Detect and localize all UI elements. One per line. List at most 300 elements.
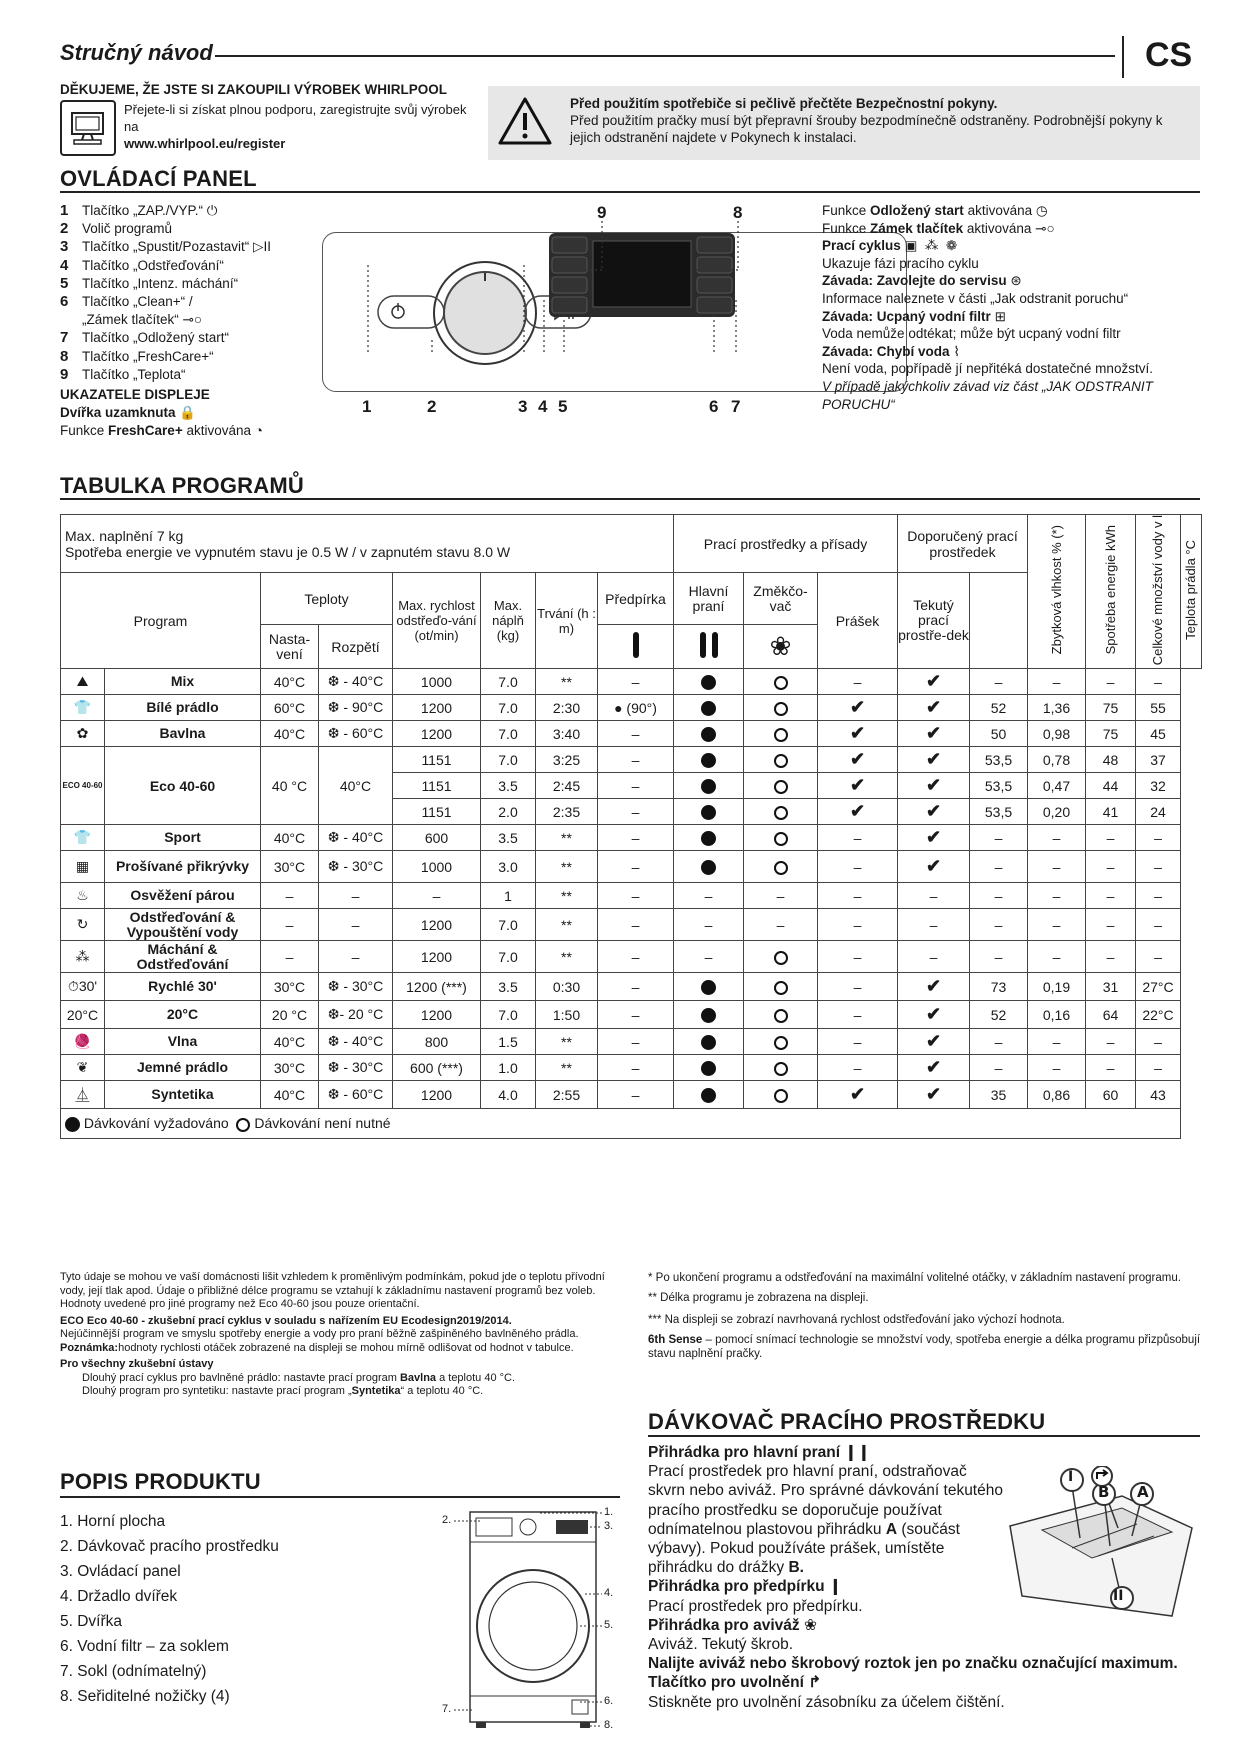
title-divider bbox=[1122, 36, 1124, 78]
service-fault-indicator: Závada: Zavolejte do servisu ⊛ bbox=[822, 273, 1022, 289]
program-icon: 👕 bbox=[61, 695, 105, 721]
optional-ring-icon bbox=[774, 832, 788, 846]
water: – bbox=[1086, 825, 1136, 851]
footnote-3: *** Na displeji se zobrazí navrhovaná rychlost odstřeďování jako výchozí hodnota. bbox=[648, 1314, 1065, 1326]
header-energy: Spotřeba energie kWh bbox=[1086, 515, 1136, 669]
max-load: 4.0 bbox=[481, 1081, 536, 1109]
required-dot-icon bbox=[701, 1008, 716, 1023]
program-name: Odstřeďování & Vypouštění vody bbox=[105, 909, 261, 941]
header-main: Hlavní praní bbox=[674, 573, 744, 625]
program-icon: ✿ bbox=[61, 721, 105, 747]
prewash: – bbox=[598, 1055, 674, 1081]
footnote-1: * Po ukončení programu a odstřeďování na maximální volitelné otáčky, v základním nastavení programu. bbox=[648, 1272, 1181, 1284]
max-load: 3.5 bbox=[481, 773, 536, 799]
liquid bbox=[898, 695, 970, 721]
powder: – bbox=[818, 941, 898, 973]
optional-ring-icon bbox=[774, 702, 788, 716]
max-load: 3.0 bbox=[481, 851, 536, 883]
release-text: Stiskněte pro uvolnění zásobníku za účelem čištění. bbox=[648, 1693, 1005, 1711]
duration: ** bbox=[536, 883, 598, 909]
softener bbox=[744, 799, 818, 825]
laundry-temp: 37 bbox=[1136, 747, 1181, 773]
list-item: 3 Tlačítko „Spustit/Pozastavit“ ▷II bbox=[60, 238, 271, 256]
program-name: Syntetika bbox=[105, 1081, 261, 1109]
main-wash bbox=[674, 1029, 744, 1055]
spin-speed: 1151 bbox=[393, 773, 481, 799]
laundry-temp: – bbox=[1136, 669, 1181, 695]
required-dot-icon bbox=[701, 727, 716, 742]
document-title: Stručný návod bbox=[60, 40, 213, 65]
temp-range: ❆ - 60°C bbox=[319, 1081, 393, 1109]
liquid bbox=[898, 799, 970, 825]
section-rule bbox=[60, 498, 1200, 500]
optional-ring-icon bbox=[774, 806, 788, 820]
header-speed: Max. rychlost odstřeďo-vání (ot/min) bbox=[393, 573, 481, 669]
warning-text bbox=[570, 95, 1190, 146]
main-wash bbox=[674, 973, 744, 1001]
laundry-temp: – bbox=[1136, 851, 1181, 883]
duration: 2:35 bbox=[536, 799, 598, 825]
main-wash-icon bbox=[674, 625, 744, 669]
water: – bbox=[1086, 1055, 1136, 1081]
laundry-temp: 55 bbox=[1136, 695, 1181, 721]
duration: ** bbox=[536, 851, 598, 883]
temp-set: 40°C bbox=[261, 721, 319, 747]
temp-set: 40°C bbox=[261, 825, 319, 851]
temp-set: 30°C bbox=[261, 1055, 319, 1081]
temp-set: 60°C bbox=[261, 695, 319, 721]
program-icon: ⏅ bbox=[61, 1081, 105, 1109]
duration: 3:25 bbox=[536, 747, 598, 773]
header-water: Celkové množství vody v l bbox=[1136, 515, 1181, 669]
monitor-icon bbox=[60, 100, 116, 156]
list-item: 1. Horní plocha bbox=[60, 1513, 166, 1530]
moisture: 53,5 bbox=[970, 799, 1028, 825]
energy: – bbox=[1028, 941, 1086, 973]
softener bbox=[744, 1001, 818, 1029]
softener bbox=[744, 695, 818, 721]
table-row bbox=[61, 1029, 1202, 1055]
prewash: – bbox=[598, 941, 674, 973]
water: – bbox=[1086, 1029, 1136, 1055]
optional-ring-icon bbox=[774, 861, 788, 875]
powder: – bbox=[818, 825, 898, 851]
warning-icon bbox=[497, 96, 553, 150]
diagram-label-6: 6. bbox=[604, 1695, 614, 1707]
key-lock-indicator: Funkce Zámek tlačítek aktivována ⊸○ bbox=[822, 220, 1055, 236]
header-powder: Prášek bbox=[818, 573, 898, 669]
check-icon: ✔ bbox=[925, 1004, 942, 1025]
program-icon: 20°C bbox=[61, 1001, 105, 1029]
list-item: 2. Dávkovač pracího prostředku bbox=[60, 1538, 279, 1555]
moisture: – bbox=[970, 1055, 1028, 1081]
fig-label-A: A bbox=[1137, 1483, 1149, 1501]
duration: 0:30 bbox=[536, 973, 598, 1001]
release-button-label: Tlačítko pro uvolnění ↱ bbox=[648, 1674, 822, 1692]
optional-ring-icon bbox=[774, 754, 788, 768]
required-dot-icon bbox=[701, 1061, 716, 1076]
laundry-temp: – bbox=[1136, 1029, 1181, 1055]
duration: ** bbox=[536, 1029, 598, 1055]
temp-range: ❆ - 30°C bbox=[319, 973, 393, 1001]
delay-start-icon: ◷ bbox=[1035, 203, 1048, 218]
powder: – bbox=[818, 909, 898, 941]
required-dot-icon bbox=[701, 980, 716, 995]
max-load: 7.0 bbox=[481, 909, 536, 941]
header-moisture: Zbytková vlhkost % (*) bbox=[1028, 515, 1086, 669]
prewash: – bbox=[598, 909, 674, 941]
list-item: 4 Tlačítko „Odstřeďování“ bbox=[60, 256, 224, 274]
control-panel-list bbox=[60, 202, 271, 441]
key-lock-icon: ⊸○ bbox=[1035, 220, 1055, 236]
program-icon: ❦ bbox=[61, 1055, 105, 1081]
check-icon: ✔ bbox=[925, 801, 942, 822]
filter-fault-text: Voda nemůže odtékat; může být ucpaný vodní filtr bbox=[822, 326, 1121, 342]
spin-speed: 1200 bbox=[393, 721, 481, 747]
required-dot-icon bbox=[701, 675, 716, 690]
optional-ring-icon bbox=[774, 1036, 788, 1050]
diagram-label-3: 3. bbox=[604, 1520, 614, 1532]
energy: – bbox=[1028, 1029, 1086, 1055]
footnotes-right bbox=[648, 1271, 1208, 1361]
max-load: 7.0 bbox=[481, 1001, 536, 1029]
laundry-temp: 22°C bbox=[1136, 1001, 1181, 1029]
softener bbox=[744, 825, 818, 851]
program-name: Eco 40-60 bbox=[105, 747, 261, 825]
table-row bbox=[61, 973, 1202, 1001]
powder: – bbox=[818, 1001, 898, 1029]
laundry-temp: 24 bbox=[1136, 799, 1181, 825]
callout-7: 7 bbox=[731, 397, 741, 416]
program-icon: ↻ bbox=[61, 909, 105, 941]
laundry-temp: – bbox=[1136, 883, 1181, 909]
optional-ring-icon bbox=[774, 676, 788, 690]
prewash: – bbox=[598, 799, 674, 825]
temp-set: – bbox=[261, 909, 319, 941]
check-icon: ✔ bbox=[925, 697, 942, 718]
water: 75 bbox=[1086, 695, 1136, 721]
section-rule bbox=[60, 191, 1200, 193]
water: 44 bbox=[1086, 773, 1136, 799]
check-icon: ✔ bbox=[849, 775, 866, 796]
softener-icon: ❀ bbox=[744, 625, 818, 669]
max-load: 3.5 bbox=[481, 825, 536, 851]
list-item: 6 Tlačítko „Clean+“ / bbox=[60, 293, 193, 311]
liquid bbox=[898, 851, 970, 883]
max-load: 1.0 bbox=[481, 1055, 536, 1081]
energy: – bbox=[1028, 1055, 1086, 1081]
prewash: – bbox=[598, 1029, 674, 1055]
prewash: ● (90°) bbox=[598, 695, 674, 721]
optional-ring-icon bbox=[774, 1089, 788, 1103]
liquid bbox=[898, 1055, 970, 1081]
program-name: Jemné prádlo bbox=[105, 1055, 261, 1081]
spin-speed: 1151 bbox=[393, 747, 481, 773]
liquid: – bbox=[898, 941, 970, 973]
main-wash bbox=[674, 1081, 744, 1109]
prewash: – bbox=[598, 825, 674, 851]
softener bbox=[744, 747, 818, 773]
energy: – bbox=[1028, 909, 1086, 941]
main-wash bbox=[674, 799, 744, 825]
moisture: 53,5 bbox=[970, 773, 1028, 799]
spin-speed: 1200 bbox=[393, 941, 481, 973]
program-name: Prošívané přikrývky bbox=[105, 851, 261, 883]
required-dot-icon bbox=[701, 1035, 716, 1050]
spin-speed: – bbox=[393, 883, 481, 909]
liquid bbox=[898, 1001, 970, 1029]
water-fault-indicator: Závada: Chybí voda ⌇ bbox=[822, 343, 960, 359]
main-wash: – bbox=[674, 883, 744, 909]
header-set: Nasta-vení bbox=[261, 625, 319, 669]
main-wash-text: Prací prostředek pro hlavní praní, odstraňovač skvrn nebo aviváž. Pro správné dávkování tekutého pracího prostředku se doporučuje používat odnímatelnou plastovou přihrádku A (součást výbavy). Pokud používáte prášek, umístěte přihrádku do drážky B. bbox=[648, 1463, 1003, 1577]
temp-set: 20 °C bbox=[261, 1001, 319, 1029]
eco-footnote: ECO Eco 40-60 - zkušební prací cyklus v souladu s nařízením EU Ecodesign2019/2014. bbox=[60, 1314, 512, 1327]
prewash: – bbox=[598, 747, 674, 773]
program-icon: ♨ bbox=[61, 883, 105, 909]
tap-icon: ⌇ bbox=[953, 343, 960, 359]
optional-ring-icon bbox=[774, 1009, 788, 1023]
callout-4: 4 bbox=[538, 397, 548, 416]
program-icon: ⛰ bbox=[61, 669, 105, 695]
softener-note: Nalijte aviváž nebo škrobový roztok jen po značku označující maximum. bbox=[648, 1655, 1178, 1673]
softener bbox=[744, 721, 818, 747]
softener-text: Aviváž. Tekutý škrob. bbox=[648, 1636, 794, 1654]
water: – bbox=[1086, 883, 1136, 909]
callout-5: 5 bbox=[558, 397, 568, 416]
moisture: 52 bbox=[970, 1001, 1028, 1029]
powder: – bbox=[818, 1055, 898, 1081]
footnotes-left bbox=[60, 1271, 620, 1399]
water: – bbox=[1086, 669, 1136, 695]
energy: 0,16 bbox=[1028, 1001, 1086, 1029]
table-row bbox=[61, 909, 1202, 941]
moisture: – bbox=[970, 909, 1028, 941]
check-icon: ✔ bbox=[849, 723, 866, 744]
moisture: – bbox=[970, 941, 1028, 973]
prewash: – bbox=[598, 973, 674, 1001]
softener bbox=[744, 941, 818, 973]
water: 60 bbox=[1086, 1081, 1136, 1109]
list-item: 9 Tlačítko „Teplota“ bbox=[60, 365, 186, 383]
main-wash bbox=[674, 747, 744, 773]
temp-range: 40°C bbox=[319, 747, 393, 825]
required-dot-icon bbox=[701, 860, 716, 875]
max-load: 2.0 bbox=[481, 799, 536, 825]
program-table-heading: TABULKA PROGRAMŮ bbox=[60, 473, 304, 498]
check-icon: ✔ bbox=[925, 976, 942, 997]
moisture: – bbox=[970, 1029, 1028, 1055]
table-caption: Max. naplnění 7 kg Spotřeba energie ve vypnutém stavu je 0.5 W / v zapnutém stavu 8.0 W bbox=[61, 515, 674, 573]
duration: 3:40 bbox=[536, 721, 598, 747]
temp-set: 40 °C bbox=[261, 747, 319, 825]
moisture: – bbox=[970, 825, 1028, 851]
sixth-sense-note: 6th Sense – pomocí snímací technologie se množství vody, spotřeba energie a délka programu přizpůsobují stavu naplnění pračky. bbox=[648, 1334, 1201, 1360]
list-item: 8 Tlačítko „FreshCare+“ bbox=[60, 347, 214, 365]
softener: – bbox=[744, 883, 818, 909]
header-liquid: Tekutý prací prostře-dek bbox=[898, 573, 970, 669]
table-row bbox=[61, 669, 1202, 695]
header-load: Max. náplň (kg) bbox=[481, 573, 536, 669]
moisture: 35 bbox=[970, 1081, 1028, 1109]
water: 75 bbox=[1086, 721, 1136, 747]
product-list bbox=[60, 1509, 279, 1709]
max-load: 7.0 bbox=[481, 669, 536, 695]
optional-ring-icon bbox=[774, 951, 788, 965]
spin-speed: 1200 bbox=[393, 909, 481, 941]
prewash-icon bbox=[598, 625, 674, 669]
required-dot-icon bbox=[701, 805, 716, 820]
check-icon: ✔ bbox=[849, 749, 866, 770]
warning-bold: Před použitím spotřebiče si pečlivě přečtěte Bezpečnostní pokyny. bbox=[570, 96, 998, 111]
table-legend: Dávkování vyžadováno Dávkování není nutné bbox=[61, 1109, 1181, 1139]
optional-ring-icon bbox=[774, 981, 788, 995]
softener bbox=[744, 851, 818, 883]
table-row bbox=[61, 941, 1202, 973]
thanks-heading: DĚKUJEME, ŽE JSTE SI ZAKOUPILI VÝROBEK WHIRLPOOL bbox=[60, 82, 448, 97]
laundry-temp: 45 bbox=[1136, 721, 1181, 747]
liquid bbox=[898, 1029, 970, 1055]
moisture: – bbox=[970, 883, 1028, 909]
moisture: 73 bbox=[970, 973, 1028, 1001]
spin-speed: 600 (***) bbox=[393, 1055, 481, 1081]
table-row bbox=[61, 695, 1202, 721]
display-indicators-heading: UKAZATELE DISPLEJE bbox=[60, 387, 210, 403]
callout-3: 3 bbox=[518, 397, 528, 416]
moisture: 50 bbox=[970, 721, 1028, 747]
water: 31 bbox=[1086, 973, 1136, 1001]
softener bbox=[744, 1055, 818, 1081]
softener-compartment: Přihrádka pro aviváž ❀ bbox=[648, 1616, 817, 1634]
table-row bbox=[61, 721, 1202, 747]
temp-range: – bbox=[319, 883, 393, 909]
required-dot-icon bbox=[701, 1088, 716, 1103]
callout-leaders bbox=[300, 210, 840, 410]
max-load: 7.0 bbox=[481, 695, 536, 721]
energy: – bbox=[1028, 825, 1086, 851]
program-icon: ⏱30' bbox=[61, 973, 105, 1001]
temp-set: 30°C bbox=[261, 851, 319, 883]
laundry-temp: – bbox=[1136, 941, 1181, 973]
temp-range: ❆- 20 °C bbox=[319, 1001, 393, 1029]
check-icon: ✔ bbox=[925, 749, 942, 770]
program-name: Sport bbox=[105, 825, 261, 851]
duration: 1:50 bbox=[536, 1001, 598, 1029]
list-item: 8. Seřiditelné nožičky (4) bbox=[60, 1688, 230, 1705]
program-table bbox=[60, 514, 1202, 1139]
spin-speed: 1000 bbox=[393, 669, 481, 695]
temp-range: ❆ - 40°C bbox=[319, 669, 393, 695]
laundry-temp: – bbox=[1136, 825, 1181, 851]
main-wash-icon: ❙❙ bbox=[844, 1444, 871, 1461]
check-icon: ✔ bbox=[849, 1084, 866, 1105]
water: 41 bbox=[1086, 799, 1136, 825]
register-text: Přejete-li si získat plnou podporu, zaregistrujte svůj výrobek na bbox=[124, 102, 467, 134]
water: 64 bbox=[1086, 1001, 1136, 1029]
diagram-label-8: 8. bbox=[604, 1719, 614, 1731]
powder bbox=[818, 747, 898, 773]
temp-range: – bbox=[319, 909, 393, 941]
duration: ** bbox=[536, 669, 598, 695]
title-rule bbox=[215, 55, 1115, 57]
main-wash bbox=[674, 695, 744, 721]
spin-speed: 600 bbox=[393, 825, 481, 851]
duration: 2:55 bbox=[536, 1081, 598, 1109]
program-name: Bílé prádlo bbox=[105, 695, 261, 721]
program-name: Osvěžení párou bbox=[105, 883, 261, 909]
duration: 2:45 bbox=[536, 773, 598, 799]
powder bbox=[818, 721, 898, 747]
callout-2: 2 bbox=[427, 397, 437, 416]
main-wash bbox=[674, 773, 744, 799]
fig-label-II: II bbox=[1113, 1588, 1124, 1604]
energy: 0,78 bbox=[1028, 747, 1086, 773]
check-icon: ✔ bbox=[925, 856, 942, 877]
main-wash bbox=[674, 825, 744, 851]
moisture: – bbox=[970, 669, 1028, 695]
required-dot-icon bbox=[701, 753, 716, 768]
prewash: – bbox=[598, 773, 674, 799]
duration: ** bbox=[536, 825, 598, 851]
header-range: Rozpětí bbox=[319, 625, 393, 669]
spin-speed: 1200 bbox=[393, 1081, 481, 1109]
main-wash: – bbox=[674, 909, 744, 941]
energy: 0,20 bbox=[1028, 799, 1086, 825]
liquid: – bbox=[898, 909, 970, 941]
water: – bbox=[1086, 909, 1136, 941]
prewash-icon: ❙ bbox=[828, 1578, 842, 1596]
table-row bbox=[61, 851, 1202, 883]
eco-icon: ECO bbox=[60, 1314, 84, 1327]
program-name: Máchání & Odstřeďování bbox=[105, 941, 261, 973]
temp-set: – bbox=[261, 941, 319, 973]
table-row bbox=[61, 747, 1202, 773]
check-icon: ✔ bbox=[925, 827, 942, 848]
softener bbox=[744, 1081, 818, 1109]
test-synthetic: Dlouhý program pro syntetiku: nastavte prací program „Syntetika“ a teplotu 40 °C. bbox=[82, 1385, 484, 1397]
laundry-temp: 27°C bbox=[1136, 973, 1181, 1001]
liquid bbox=[898, 1081, 970, 1109]
prewash: – bbox=[598, 721, 674, 747]
register-link[interactable]: www.whirlpool.eu/register bbox=[124, 136, 286, 151]
powder bbox=[818, 695, 898, 721]
header-recommended: Doporučený prací prostředek bbox=[898, 515, 1028, 573]
required-dot-icon bbox=[701, 779, 716, 794]
table-row bbox=[61, 883, 1202, 909]
max-load: 7.0 bbox=[481, 941, 536, 973]
spin-speed: 1200 bbox=[393, 1001, 481, 1029]
warning-detail: Před použitím pračky musí být přepravní šrouby bezpodmínečně odstraněny. Podrobnější pokyny k jejich odstranění najdete v Pokynech k instalaci. bbox=[570, 113, 1163, 145]
program-icon: 🧶 bbox=[61, 1029, 105, 1055]
program-name: 20°C bbox=[105, 1001, 261, 1029]
powder: – bbox=[818, 973, 898, 1001]
duration: 2:30 bbox=[536, 695, 598, 721]
softener bbox=[744, 773, 818, 799]
fault-note: V případě jakýchkoliv závad viz část „JAK ODSTRANIT PORUCHU“ bbox=[822, 378, 1153, 412]
temp-set: 40°C bbox=[261, 1081, 319, 1109]
softener bbox=[744, 1029, 818, 1055]
control-panel-heading: OVLÁDACÍ PANEL bbox=[60, 166, 257, 191]
filter-fault-indicator: Závada: Ucpaný vodní filtr ⊞ bbox=[822, 308, 1006, 324]
powder bbox=[818, 799, 898, 825]
diagram-label-1: 1. bbox=[604, 1506, 614, 1518]
list-item: 7 Tlačítko „Odložený start“ bbox=[60, 329, 230, 347]
test-cotton: Dlouhý prací cyklus pro bavlněné prádlo: nastavte prací program Bavlna a teplotu 40 °C. bbox=[82, 1371, 516, 1384]
check-icon: ✔ bbox=[849, 801, 866, 822]
spin-speed: 1200 (***) bbox=[393, 973, 481, 1001]
laundry-temp: – bbox=[1136, 909, 1181, 941]
delay-start-indicator: Funkce Odložený start aktivována ◷ bbox=[822, 203, 1048, 218]
